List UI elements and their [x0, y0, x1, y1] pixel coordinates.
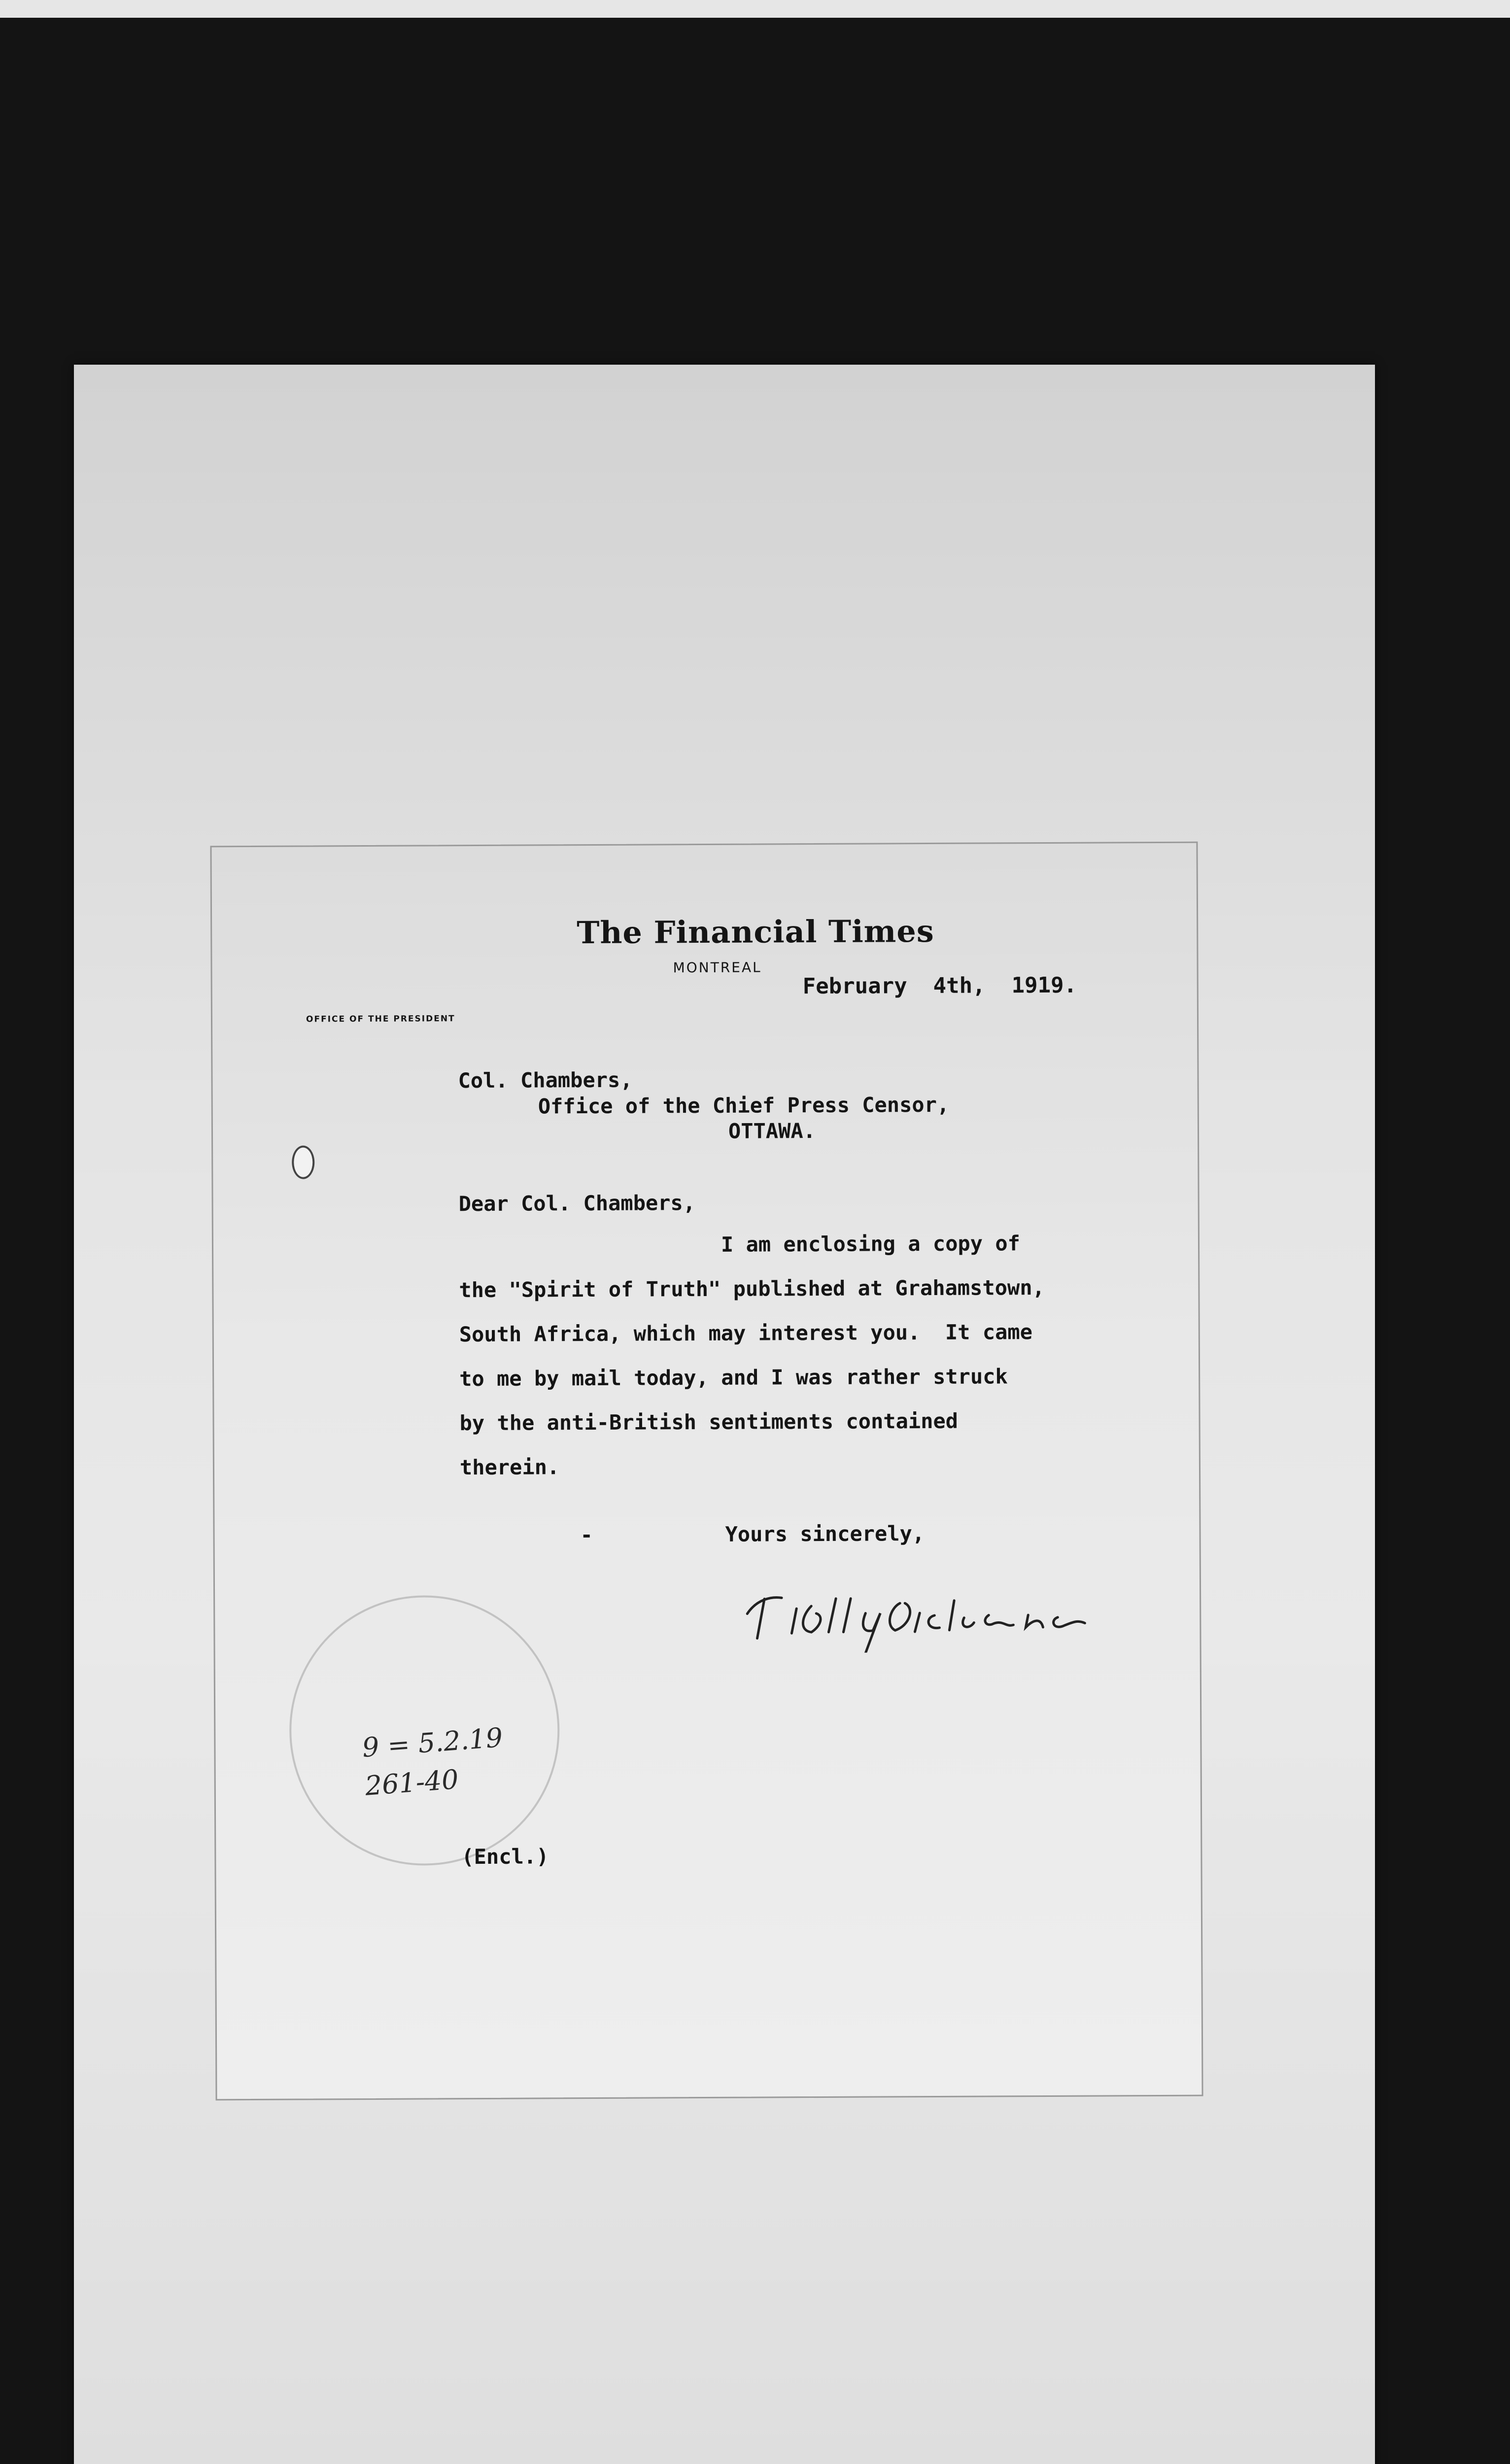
recipient-line: Office of the Chief Press Censor,: [538, 1092, 950, 1119]
masthead-city: MONTREAL: [673, 959, 762, 976]
film-top-edge: [0, 0, 1510, 18]
masthead: The Financial Times: [577, 913, 934, 951]
letter-date: February 4th, 1919.: [802, 972, 1077, 999]
recipient-line: OTTAWA.: [728, 1119, 816, 1143]
letter-page: [210, 842, 1203, 2101]
recipient-line: Col. Chambers,: [458, 1067, 633, 1093]
office-line: OFFICE OF THE PRESIDENT: [306, 1014, 455, 1025]
body-line: South Africa, which may interest you. It came: [459, 1320, 1033, 1347]
enclosure-note: (Encl.): [461, 1844, 549, 1869]
body-line: I am enclosing a copy of: [721, 1231, 1020, 1257]
body-line: therein.: [459, 1455, 560, 1480]
handwritten-file-note: 9 = 5.2.19 261-40: [361, 1722, 504, 1802]
body-line: the "Spirit of Truth" published at Grahamstown,: [459, 1275, 1045, 1302]
punch-hole: [292, 1145, 314, 1179]
body-line: by the anti-British sentiments contained: [459, 1408, 959, 1436]
signature: [737, 1578, 1102, 1653]
closing: Yours sincerely,: [725, 1521, 925, 1546]
body-line: to me by mail today, and I was rather struck: [459, 1364, 1008, 1391]
salutation: Dear Col. Chambers,: [458, 1191, 696, 1216]
dash-mark: -: [580, 1523, 593, 1547]
